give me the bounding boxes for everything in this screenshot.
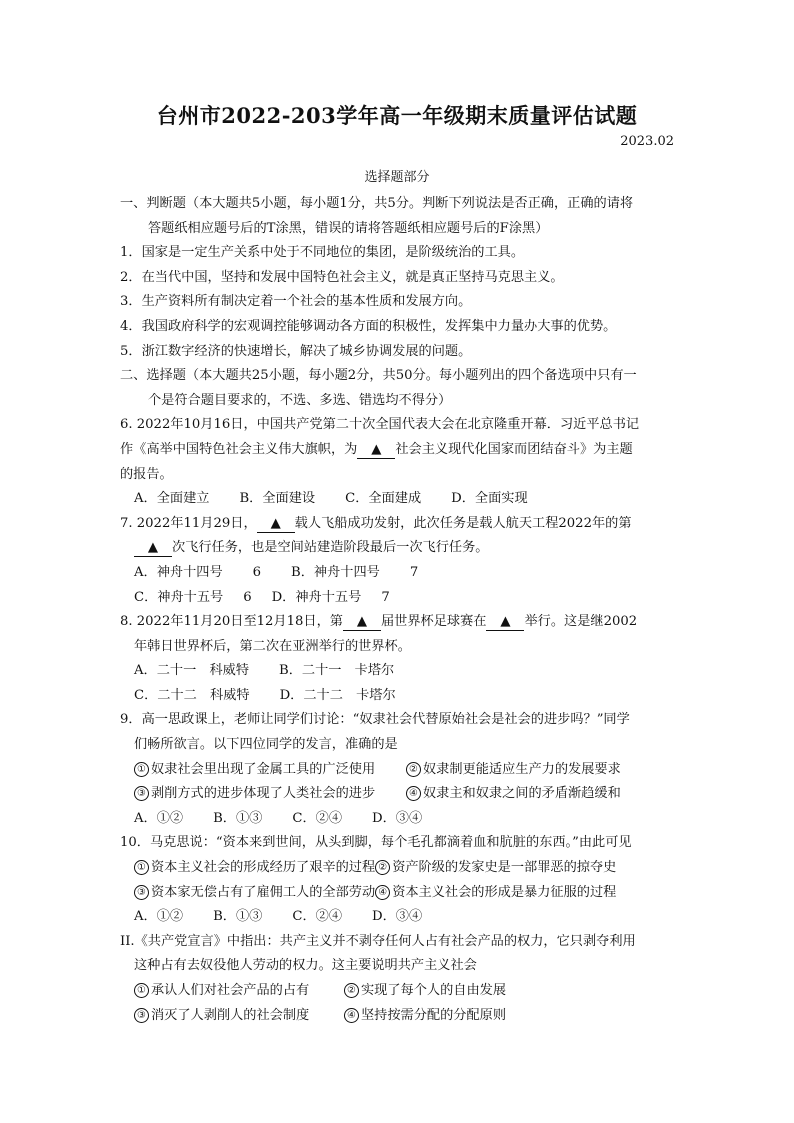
marker-2-icon: ② (375, 860, 390, 875)
question-10-statements-34: ③ 资本家无偿占有了雇佣工人的全部劳动 ④ 资本主义社会的形成是暴力征服的过程 (120, 881, 676, 906)
question-7-line2: ▲ 次飞行任务，也是空间站建造阶段最后一次飞行任务。 (120, 536, 676, 561)
question-7-options-ab: A．神舟十四号 6 B．神舟十四号 7 (134, 564, 419, 580)
question-9-line1: 9．高一思政课上，老师让同学们讨论：“奴隶社会代替原始社会是社会的进步吗？”同学 (120, 712, 630, 728)
exam-content (120, 192, 676, 1028)
option-d: D．③④ (372, 909, 423, 925)
question-11-line2: 这种占有去奴役他人劳动的权力。这主要说明共产主义社会 (134, 958, 477, 974)
marker-1-icon: ① (134, 860, 149, 875)
option-a: A．①② (134, 810, 184, 826)
option-c: C．②④ (292, 810, 343, 826)
question-7-line1: 7. 2022年11月29日， ▲ 载人飞船成功发射，此次任务是载人航天工程2022年的第 (120, 515, 632, 531)
page-title: 台州市2022-203学年高一年级期末质量评估试题 (156, 103, 638, 128)
option-b: B．全面建设 (239, 491, 316, 507)
part1-heading: 一、判断题（本大题共5小题，每小题1分，共5分。判断下列说法是否正确，正确的请将 (120, 196, 634, 211)
marker-3-icon: ③ (134, 885, 149, 900)
question-9-statements-12: ① 奴隶社会里出现了金属工具的广泛使用 ② 奴隶制更能适应生产力的发展要求 (120, 758, 676, 783)
part1-heading-cont: 答题纸相应题号后的T涂黑，错误的请将答题纸相应题号后的F涂黑） (148, 220, 549, 236)
question-11-statements-34: ③ 消灭了人剥削人的社会制度 ④ 坚持按需分配的分配原则 (120, 1004, 676, 1029)
section-label: 选择题部分 (364, 170, 430, 185)
part2-heading: 二、选择题（本大题共25小题，每小题2分，共50分。每小题列出的四个备选项中只有一 (120, 368, 637, 384)
option-b: B．二十一 卡塔尔 (279, 663, 395, 679)
option-c: C．二十二 科威特 (134, 687, 250, 703)
question-2: 2．在当代中国，坚持和发展中国特色社会主义，就是真正坚持马克思主义。 (120, 269, 564, 285)
answer-blank: ▲ (134, 540, 172, 557)
question-4: 4．我国政府科学的宏观调控能够调动各方面的积极性，发挥集中力量办大事的优势。 (120, 318, 617, 334)
option-a: A．神舟十四号 (134, 564, 223, 580)
option-d: D．全面实现 (451, 491, 528, 507)
marker-1-icon: ① (134, 762, 149, 777)
question-6-options (120, 487, 676, 512)
question-6-line2: 作《高举中国特色社会主义伟大旗帜，为 ▲ 社会主义现代化国家而团结奋斗》为主题 (120, 441, 633, 457)
question-10-statements-12: ① 资本主义社会的形成经历了艰辛的过程 ② 资产阶级的发家史是一部罪恶的掠夺史 (120, 856, 676, 881)
option-d: D．神舟十五号 (271, 589, 362, 605)
question-7-options-cd: C．神舟十五号 6 D．神舟十五号 7 (134, 589, 390, 605)
question-3: 3．生产资料所有制决定着一个社会的基本性质和发展方向。 (120, 294, 472, 310)
question-8-line1: 8. 2022年11月20日至12月18日，第 ▲ 届世界杯足球赛在 ▲ 举行。这是继2002 (120, 614, 638, 630)
marker-3-icon: ③ (134, 786, 149, 801)
option-c: C．②④ (292, 909, 343, 925)
option-c: C．全面建成 (345, 491, 422, 507)
question-9-statements-34: ③ 剥削方式的进步体现了人类社会的进步 ④ 奴隶主和奴隶之间的矛盾渐趋缓和 (120, 782, 676, 807)
answer-blank: ▲ (357, 442, 395, 459)
question-5: 5．浙江数字经济的快速增长，解决了城乡协调发展的问题。 (120, 343, 472, 359)
question-6-line3: 的报告。 (120, 466, 173, 482)
marker-1-icon: ① (134, 983, 149, 998)
option-b: B．①③ (213, 909, 263, 925)
option-b: B．神舟十四号 (291, 564, 380, 580)
question-11-line1: II.《共产党宣言》中指出：共产主义并不剥夺任何人占有社会产品的权力，它只剥夺利用 (120, 933, 636, 949)
option-b: B．①③ (213, 810, 263, 826)
question-8-options-cd (120, 684, 676, 709)
question-1: 1．国家是一定生产关系中处于不同地位的集团，是阶级统治的工具。 (120, 245, 525, 261)
question-10-line1: 10．马克思说：“资本来到世间，从头到脚，每个毛孔都滴着血和肮脏的东西。”由此可见 (120, 835, 632, 851)
option-a: A．二十一 科威特 (134, 663, 250, 679)
marker-4-icon: ④ (406, 786, 421, 801)
option-a: A．①② (134, 909, 184, 925)
marker-2-icon: ② (406, 762, 421, 777)
marker-4-icon: ④ (344, 1008, 359, 1023)
exam-date: 2023.02 (620, 134, 674, 149)
part2-heading-cont: 个是符合题目要求的，不选、多选、错选均不得分） (148, 392, 452, 408)
answer-blank: ▲ (257, 516, 295, 533)
answer-blank: ▲ (486, 614, 524, 631)
question-6-line1: 6. 2022年10月16日，中国共产党第二十次全国代表大会在北京隆重开幕．习近平总书记 (120, 417, 640, 433)
option-a: A．全面建立 (134, 491, 210, 507)
marker-2-icon: ② (344, 983, 359, 998)
marker-4-icon: ④ (375, 885, 390, 900)
question-9-options (120, 807, 676, 832)
option-d: D．③④ (372, 810, 423, 826)
question-8-line2: 年韩日世界杯后，第二次在亚洲举行的世界杯。 (134, 638, 411, 654)
question-10-options (120, 905, 676, 930)
question-9-line2: 们畅所欲言。以下四位同学的发言，准确的是 (134, 737, 398, 753)
question-11-statements-12: ① 承认人们对社会产品的占有 ② 实现了每个人的自由发展 (120, 979, 676, 1004)
marker-3-icon: ③ (134, 1008, 149, 1023)
option-c: C．神舟十五号 (134, 589, 224, 605)
question-8-options-ab (120, 659, 676, 684)
answer-blank: ▲ (343, 614, 381, 631)
option-d: D．二十二 卡塔尔 (279, 687, 396, 703)
